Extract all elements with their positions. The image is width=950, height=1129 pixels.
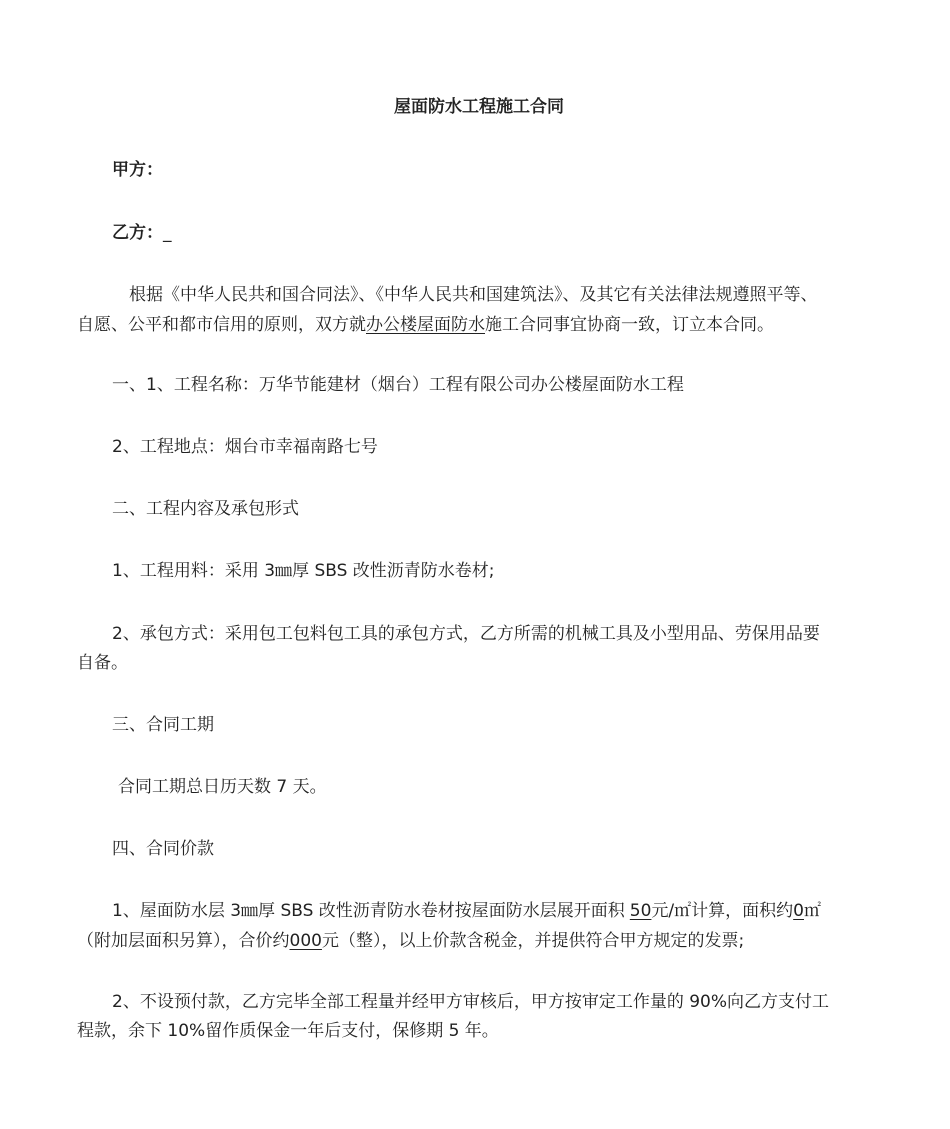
project-name-underlined: 办公楼屋面防水 xyxy=(366,315,485,335)
party-b-line xyxy=(112,223,172,243)
section2-item2-line2: 自备。 xyxy=(77,653,128,673)
party-b-label: 乙方： xyxy=(112,223,163,243)
document-title: 屋面防水工程施工合同 xyxy=(394,97,564,117)
unit-price-value: 50 xyxy=(629,901,652,921)
section2-heading: 二、工程内容及承包形式 xyxy=(112,499,299,519)
area-value: 0 xyxy=(793,901,804,921)
section2-item1: 1、工程用料：采用 3㎜厚 SBS 改性沥青防水卷材; xyxy=(112,561,495,581)
section3-text: 合同工期总日历天数 7 天。 xyxy=(118,777,327,797)
section4-item1-line1 xyxy=(112,901,821,921)
section1-item1: 一、1、工程名称：万华节能建材（烟台）工程有限公司办公楼屋面防水工程 xyxy=(112,375,684,395)
price-clause-text-e: 元（整），以上价款含税金，并提供符合甲方规定的发票; xyxy=(321,931,745,951)
section1-item2: 2、工程地点：烟台市幸福南路七号 xyxy=(112,437,378,457)
preamble-line-2 xyxy=(77,315,774,335)
section4-item2-line1: 2、不设预付款，乙方完毕全部工程量并经甲方审核后，甲方按审定工作量的 90%向乙方支付工 xyxy=(112,992,830,1012)
section4-item1-line2 xyxy=(77,931,744,951)
party-a-label: 甲方： xyxy=(112,160,163,180)
section3-heading: 三、合同工期 xyxy=(112,715,214,735)
preamble-text-before: 自愿、公平和都市信用的原则，双方就 xyxy=(77,315,366,335)
price-clause-text-d: （附加层面积另算），合价约 xyxy=(77,931,290,951)
price-clause-text-b: 元/㎡计算，面积约 xyxy=(651,901,794,921)
section2-item2-line1: 2、承包方式：采用包工包料包工具的承包方式，乙方所需的机械工具及小型用品、劳保用品要 xyxy=(112,624,820,644)
section4-heading: 四、合同价款 xyxy=(112,839,214,859)
section4-item2-line2: 程款，余下 10%留作质保金一年后支付，保修期 5 年。 xyxy=(77,1021,499,1041)
price-clause-text-a: 1、屋面防水层 3㎜厚 SBS 改性沥青防水卷材按屋面防水层展开面积 xyxy=(112,901,625,921)
price-clause-text-c: ㎡ xyxy=(804,901,821,921)
total-price-value: 000 xyxy=(289,931,322,951)
preamble-text-after: 施工合同事宜协商一致，订立本合同。 xyxy=(485,315,774,335)
party-b-blank: _ xyxy=(163,223,172,243)
preamble-line-1: 根据《中华人民共和国合同法》、《中华人民共和国建筑法》、及其它有关法律法规遵照平等、 xyxy=(129,285,818,305)
